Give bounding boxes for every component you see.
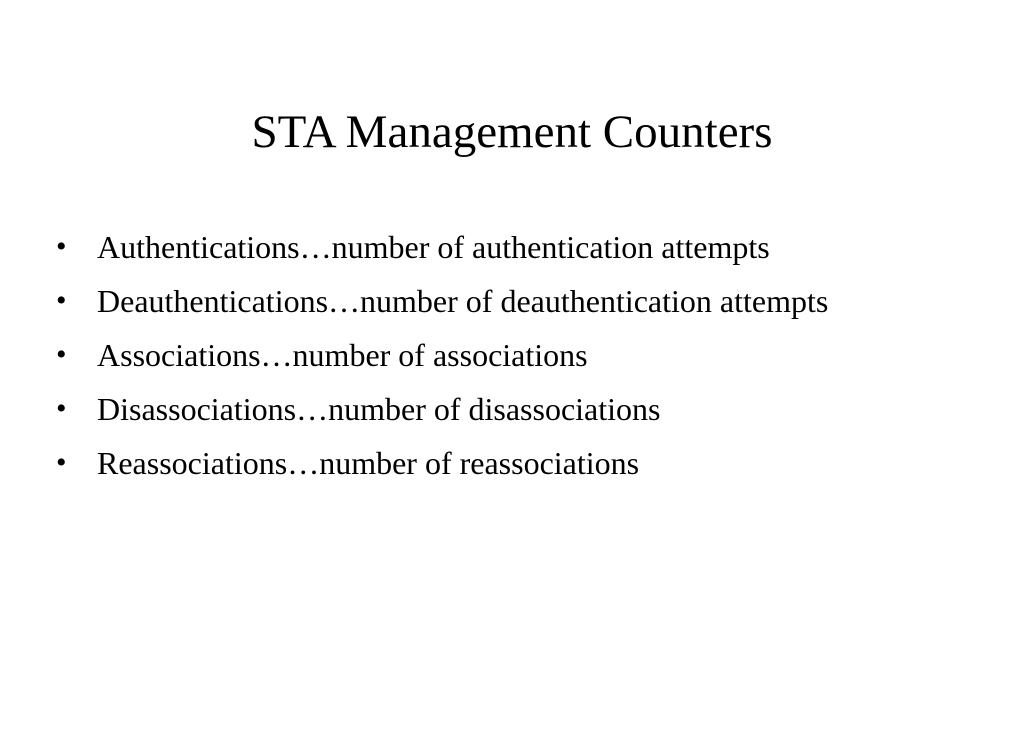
slide-title: STA Management Counters xyxy=(251,106,773,158)
bullet-icon: • xyxy=(56,284,67,317)
list-item xyxy=(56,276,1006,330)
bullet-icon: • xyxy=(56,230,67,263)
bullet-text: Reassociations…number of reassociations xyxy=(97,445,640,481)
bullet-icon: • xyxy=(56,446,67,479)
list-item xyxy=(56,222,1006,276)
bullet-icon: • xyxy=(56,338,67,371)
bullet-text: Authentications…number of authentication attempts xyxy=(97,229,770,265)
bullet-list xyxy=(56,222,1006,492)
bullet-icon: • xyxy=(56,392,67,425)
bullet-text: Deauthentications…number of deauthentication attempts xyxy=(97,283,829,319)
bullet-text: Associations…number of associations xyxy=(97,337,588,373)
list-item xyxy=(56,330,1006,384)
list-item xyxy=(56,384,1006,438)
list-item xyxy=(56,438,1006,492)
bullet-text: Disassociations…number of disassociations xyxy=(97,391,661,427)
